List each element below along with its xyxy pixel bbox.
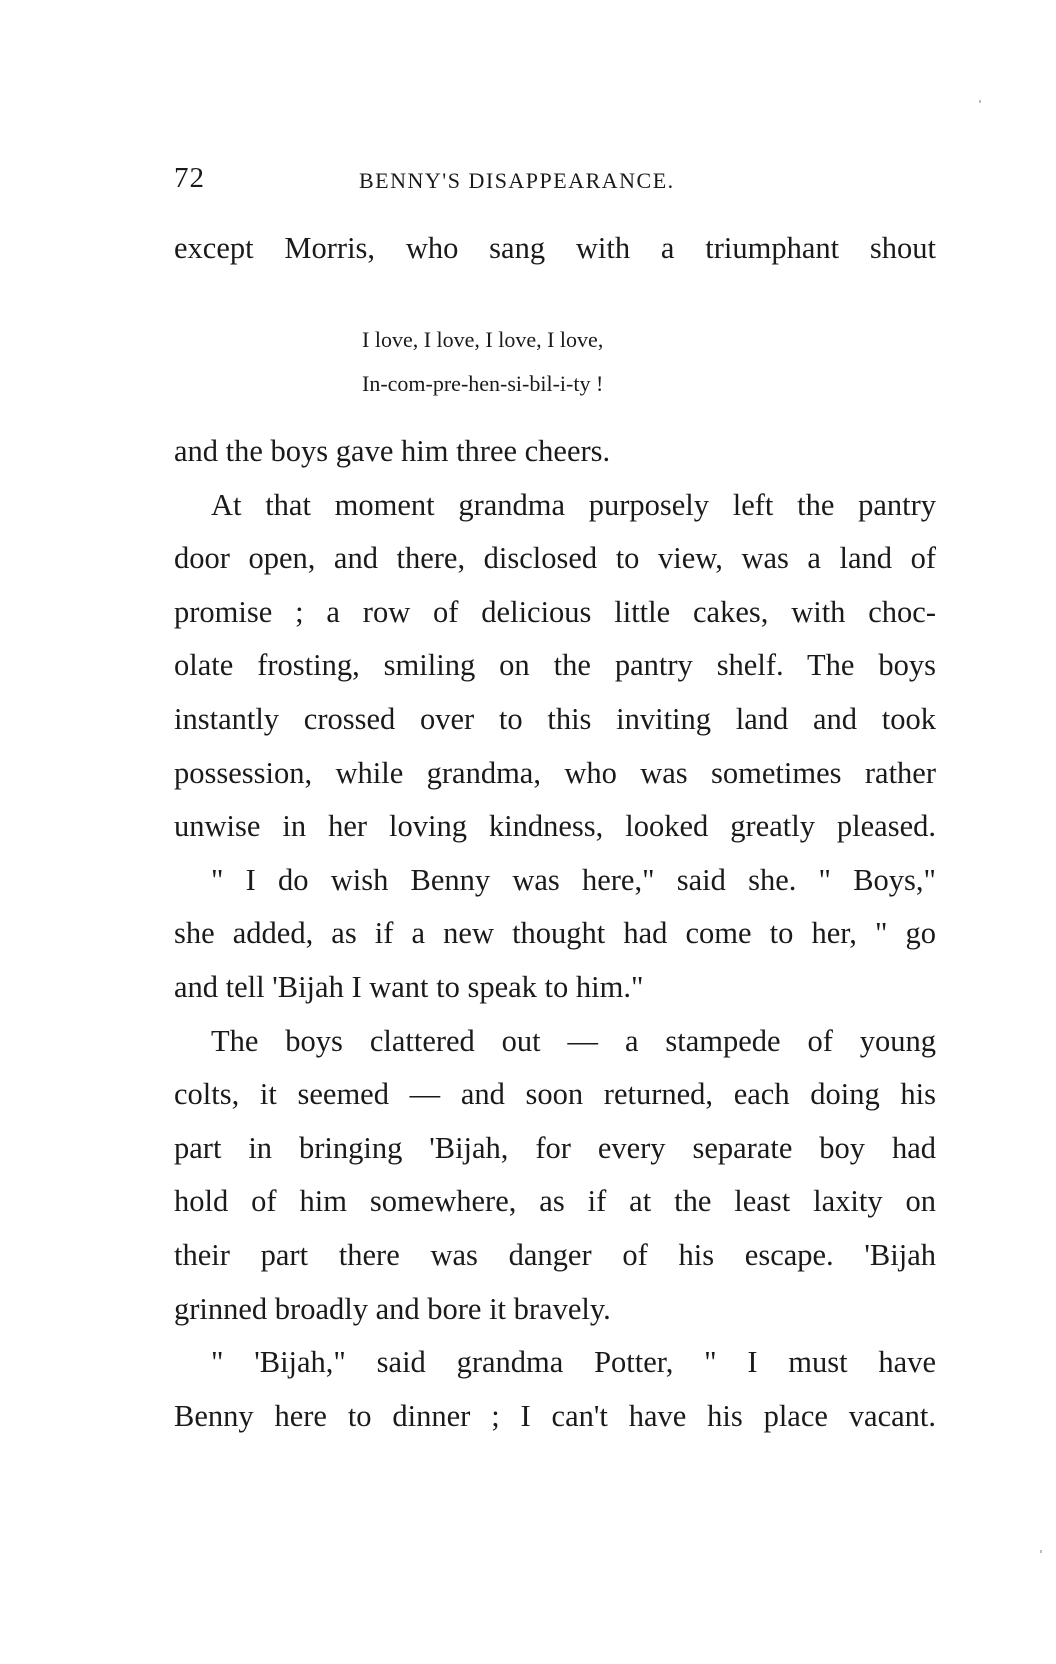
text-line: The boys clattered out — a stampede of young — [211, 1023, 936, 1058]
text-line: their part there was danger of his escape. 'Bijah — [174, 1237, 936, 1272]
text-line: possession, while grandma, who was sometimes rather — [174, 755, 936, 790]
scan-speck — [1040, 1550, 1042, 1553]
page-header — [174, 162, 934, 202]
text-line: At that moment grandma purposely left the pantry — [211, 487, 936, 522]
text-line: except Morris, who sang with a triumphant shout — [174, 231, 936, 265]
text-line: instantly crossed over to this inviting land and took — [174, 701, 936, 736]
page-number: 72 — [174, 162, 205, 194]
text-line: and tell 'Bijah I want to speak to him." — [174, 969, 644, 1004]
text-line: " 'Bijah," said grandma Potter, " I must have — [211, 1345, 936, 1380]
text-line: hold of him somewhere, as if at the least laxity on — [174, 1184, 936, 1219]
running-head: BENNY'S DISAPPEARANCE. — [359, 168, 675, 193]
body-text — [174, 425, 936, 1443]
verse-line: I love, I love, I love, I love, — [362, 327, 604, 352]
text-line: " I do wish Benny was here," said she. " Boys," — [211, 862, 936, 897]
verse-block — [362, 318, 603, 406]
text-line: and the boys gave him three cheers. — [174, 434, 611, 468]
text-line: promise ; a row of delicious little cakes, with choc- — [174, 594, 936, 629]
verse-line: In-com-pre-hen-si-bil-i-ty ! — [362, 371, 604, 396]
text-line: she added, as if a new thought had come to her, " go — [174, 916, 936, 951]
text-line: Benny here to dinner ; I can't have his place vacant. — [174, 1398, 936, 1433]
scan-speck — [979, 100, 981, 103]
text-line: part in bringing 'Bijah, for every separate boy had — [174, 1130, 936, 1165]
text-line: colts, it seemed — and soon returned, each doing his — [174, 1077, 936, 1112]
text-line: door open, and there, disclosed to view, was a land of — [174, 541, 936, 576]
text-line: olate frosting, smiling on the pantry shelf. The boys — [174, 648, 936, 683]
text-line: grinned broadly and bore it bravely. — [174, 1291, 611, 1326]
text-line: unwise in her loving kindness, looked greatly pleased. — [174, 809, 936, 844]
opening-text — [174, 222, 936, 276]
